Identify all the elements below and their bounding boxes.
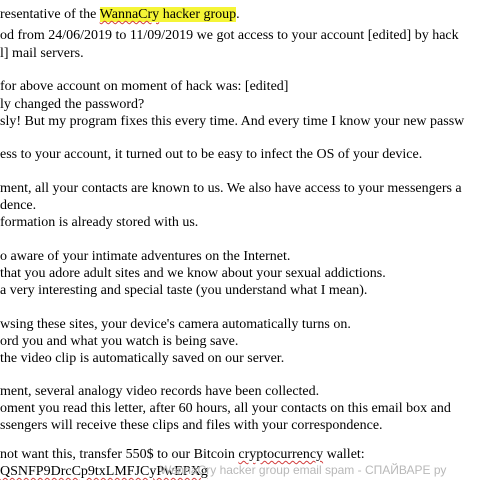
text-line: that you adore adult sites and we know about your sexual addictions. <box>0 266 386 281</box>
text-line: ment, several analogy video records have been collected. <box>0 384 320 399</box>
wallet-address-text: QSNFP9DrcCp9txLMFJCyPwEPXg <box>0 464 208 479</box>
text-line: o aware of your intimate adventures on the Internet. <box>0 249 291 264</box>
text-line: oment you read this letter, after 60 hours, all your contacts on this email box and <box>0 401 451 416</box>
text-line: formation is already stored with us. <box>0 215 199 230</box>
text-line: ssengers will receive these clips and files with your correspondence. <box>0 418 383 433</box>
text-line: for above account on moment of hack was: [edited] <box>0 79 289 94</box>
text-run: resentative of the <box>0 7 100 22</box>
text-line: dence. <box>0 198 37 213</box>
text-line: ly changed the password? <box>0 97 145 112</box>
text-run: wallet: <box>323 447 365 462</box>
highlighted-group-name: WannaCry <box>99 7 160 22</box>
text-run: . <box>236 7 240 22</box>
watermark: WannaCry hacker group email spam - СПАЙВАРЕ ру <box>160 463 447 477</box>
spellcheck-word: cryptocurrency <box>238 447 324 462</box>
text-line: wsing these sites, your device's camera automatically turns on. <box>0 317 351 332</box>
text-line <box>0 446 365 463</box>
text-line: ess to your account, it turned out to be easy to infect the OS of your device. <box>0 147 423 162</box>
highlighted-group-suffix: hacker group <box>159 7 237 22</box>
text-line: ment, all your contacts are known to us. We also have access to your messengers a <box>0 181 462 196</box>
text-line: sly! But my program fixes this every time. And every time I know your new passw <box>0 114 465 129</box>
text-line: od from 24/06/2019 to 11/09/2019 we got access to your account [edited] by hack <box>0 28 459 43</box>
text-run: not want this, transfer 550$ to our Bitcoin <box>0 447 239 462</box>
text-line <box>0 6 240 23</box>
text-line: the video clip is automatically saved on our server. <box>0 351 285 366</box>
text-line: l] mail servers. <box>0 46 84 61</box>
text-line: a very interesting and special taste (you understand what I mean). <box>0 283 368 298</box>
text-line: ord you and what you watch is being save. <box>0 334 239 349</box>
